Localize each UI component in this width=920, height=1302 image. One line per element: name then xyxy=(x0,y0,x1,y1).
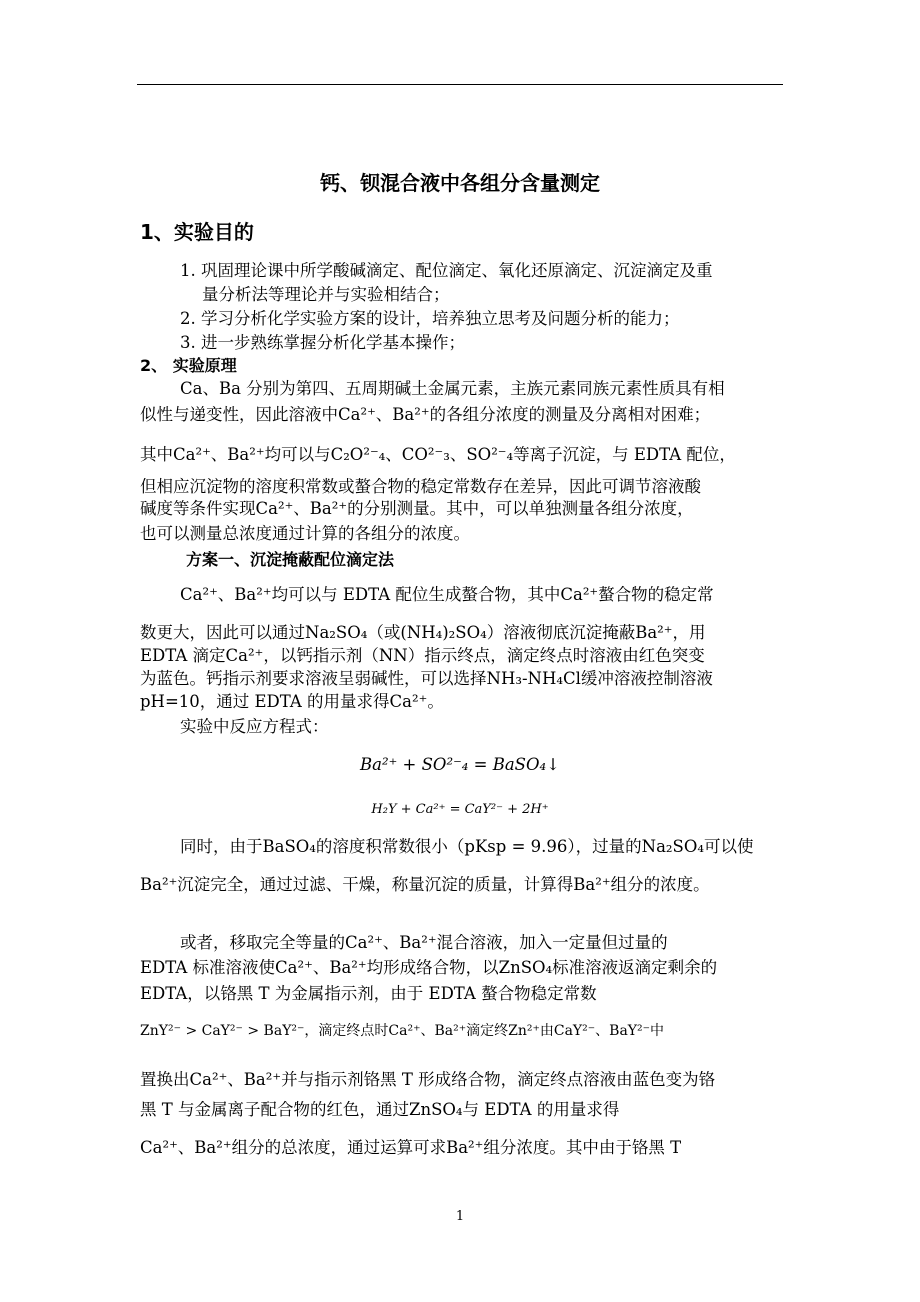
paragraph-line: EDTA 滴定Ca²⁺，以钙指示剂（NN）指示终点，滴定终点时溶液由红色突变 xyxy=(140,646,705,665)
header-rule xyxy=(137,84,783,85)
paragraph-line: pH=10，通过 EDTA 的用量求得Ca²⁺。 xyxy=(140,692,444,711)
paragraph-line: 数更大，因此可以通过Na₂SO₄（或(NH₄)₂SO₄）溶液彻底沉淀掩蔽Ba²⁺，用 xyxy=(140,623,706,642)
list-item: 2. 学习分析化学实验方案的设计，培养独立思考及问题分析的能力； xyxy=(180,309,680,328)
paragraph-line: 为蓝色。钙指示剂要求溶液呈弱碱性，可以选择NH₃-NH₄Cl缓冲溶液控制溶液 xyxy=(140,669,713,688)
list-item: 3. 进一步熟练掌握分析化学基本操作； xyxy=(180,333,465,352)
paragraph-line: Ca、Ba 分别为第四、五周期碱土金属元素，主族元素同族元素性质具有相 xyxy=(180,379,725,398)
list-item: 1. 巩固理论课中所学酸碱滴定、配位滴定、氧化还原滴定、沉淀滴定及重 xyxy=(180,261,713,280)
paragraph-line: 实验中反应方程式： xyxy=(180,717,329,736)
page-title: 钙、钡混合液中各组分含量测定 xyxy=(320,171,600,195)
equation-1: Ba²⁺ + SO²⁻₄ = BaSO₄↓ xyxy=(360,755,560,774)
section-2-heading: 2、 实验原理 xyxy=(140,356,237,375)
paragraph-line: ZnY²⁻ > CaY²⁻ > BaY²⁻，滴定终点时Ca²⁺、Ba²⁺滴定终Zn²⁺由CaY²⁻、BaY²⁻中 xyxy=(140,1023,665,1039)
paragraph-line: Ca²⁺、Ba²⁺组分的总浓度，通过运算可求Ba²⁺组分浓度。其中由于铬黑 T xyxy=(140,1138,682,1157)
equation-2: H₂Y + Ca²⁺ = CaY²⁻ + 2H⁺ xyxy=(371,802,549,817)
paragraph-line: 其中Ca²⁺、Ba²⁺均可以与C₂O²⁻₄、CO²⁻₃、SO²⁻₄等离子沉淀，与 EDTA 配位， xyxy=(140,445,736,464)
paragraph-line: Ca²⁺、Ba²⁺均可以与 EDTA 配位生成螯合物，其中Ca²⁺螯合物的稳定常 xyxy=(180,585,714,604)
paragraph-line: 似性与递变性，因此溶液中Ca²⁺、Ba²⁺的各组分浓度的测量及分离相对困难； xyxy=(140,405,711,424)
paragraph-line: 也可以测量总浓度通过计算的各组分的浓度。 xyxy=(140,524,470,543)
paragraph-line: 同时，由于BaSO₄的溶度积常数很小（pKsp = 9.96），过量的Na₂SO₄可以使 xyxy=(180,837,754,856)
paragraph-line: EDTA，以铬黑 T 为金属指示剂，由于 EDTA 螯合物稳定常数 xyxy=(140,984,597,1003)
section-1-heading: 1、实验目的 xyxy=(140,220,254,244)
scheme-1-heading: 方案一、沉淀掩蔽配位滴定法 xyxy=(186,550,395,569)
paragraph-line: 黑 T 与金属离子配合物的红色，通过ZnSO₄与 EDTA 的用量求得 xyxy=(140,1100,620,1119)
paragraph-line: 置换出Ca²⁺、Ba²⁺并与指示剂铬黑 T 形成络合物，滴定终点溶液由蓝色变为铬 xyxy=(140,1070,716,1089)
paragraph-line: Ba²⁺沉淀完全，通过过滤、干燥，称量沉淀的质量，计算得Ba²⁺组分的浓度。 xyxy=(140,875,710,894)
paragraph-line: 但相应沉淀物的溶度积常数或螯合物的稳定常数存在差异，因此可调节溶液酸 xyxy=(140,477,701,496)
paragraph-line: 或者，移取完全等量的Ca²⁺、Ba²⁺混合溶液，加入一定量但过量的 xyxy=(180,933,668,952)
page-number: 1 xyxy=(455,1209,465,1224)
paragraph-line: 碱度等条件实现Ca²⁺、Ba²⁺的分别测量。其中，可以单独测量各组分浓度， xyxy=(140,499,694,518)
paragraph-line: EDTA 标准溶液使Ca²⁺、Ba²⁺均形成络合物，以ZnSO₄标准溶液返滴定剩余的 xyxy=(140,958,718,977)
list-item-continuation: 量分析法等理论并与实验相结合； xyxy=(202,285,450,304)
